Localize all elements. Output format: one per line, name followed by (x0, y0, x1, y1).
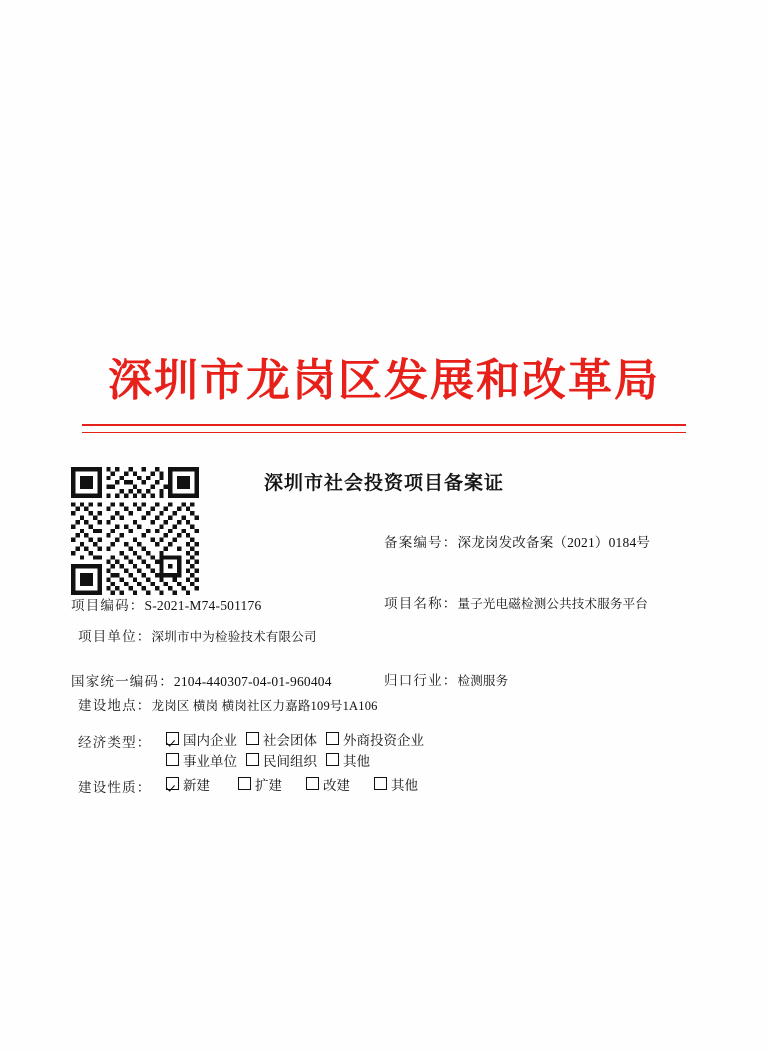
issuing-authority-title: 深圳市龙岗区发展和改革局 (108, 355, 660, 406)
project-name-label: 项目名称： (384, 596, 458, 611)
checkbox-box-icon[interactable] (326, 753, 339, 766)
checkbox-label: 民间组织 (263, 753, 317, 769)
checkbox-nature-expansion[interactable] (238, 774, 306, 794)
checkbox-box-icon[interactable] (246, 753, 259, 766)
checkbox-label: 改建 (323, 777, 350, 793)
project-unit-label: 项目单位： (78, 629, 152, 644)
address-row (78, 694, 378, 714)
checkbox-label: 事业单位 (183, 753, 237, 769)
checkbox-economy-other[interactable] (326, 750, 418, 770)
address-label: 建设地点： (78, 698, 152, 713)
certificate-title: 深圳市社会投资项目备案证 (263, 473, 504, 494)
checkbox-box-icon[interactable] (306, 777, 319, 790)
checkbox-box-icon[interactable] (238, 777, 251, 790)
checkbox-box-icon[interactable] (246, 732, 259, 745)
address-value: 龙岗区 横岗 横岗社区力嘉路109号1A106 (151, 699, 378, 713)
construction-nature-label: 建设性质： (78, 780, 152, 795)
checkbox-label: 国内企业 (183, 732, 237, 748)
checkbox-label: 社会团体 (263, 732, 317, 748)
checkbox-label: 扩建 (255, 777, 282, 793)
industry-value: 检测服务 (457, 674, 509, 688)
checkbox-economy-ngo[interactable] (246, 750, 326, 770)
record-number-label: 备案编号： (384, 535, 458, 550)
project-unit-row (78, 625, 317, 645)
checkbox-economy-public-institution[interactable] (166, 750, 246, 770)
project-code-row (71, 594, 261, 614)
checkbox-box-icon[interactable] (166, 753, 179, 766)
project-name-value: 量子光电磁检测公共技术服务平台 (457, 597, 649, 611)
record-number-row (384, 531, 650, 551)
checkbox-nature-other[interactable] (374, 774, 418, 794)
checkbox-label: 新建 (183, 777, 210, 793)
project-unit-value: 深圳市中为检验技术有限公司 (151, 630, 317, 644)
checkbox-box-icon[interactable] (374, 777, 387, 790)
project-code-value: S-2021-M74-501176 (144, 598, 262, 613)
checkbox-nature-new[interactable] (166, 774, 238, 794)
economy-type-row (78, 731, 152, 751)
construction-nature-options (166, 773, 418, 794)
national-id-row (71, 670, 332, 690)
economy-type-label: 经济类型： (78, 735, 152, 750)
record-number-value: 深龙岗发改备案（2021）0184号 (457, 535, 651, 550)
checkbox-box-icon[interactable] (326, 732, 339, 745)
divider-thin (82, 432, 686, 433)
economy-type-options (166, 728, 424, 770)
checkbox-economy-social-group[interactable] (246, 729, 326, 749)
checkbox-box-icon[interactable] (166, 777, 179, 790)
checkbox-economy-foreign-investment[interactable] (326, 729, 424, 749)
checkbox-label: 其他 (391, 777, 418, 793)
checkbox-label: 外商投资企业 (343, 732, 424, 748)
checkbox-box-icon[interactable] (166, 732, 179, 745)
project-code-label: 项目编码： (71, 598, 145, 613)
checkbox-label: 其他 (343, 753, 370, 769)
national-id-value: 2104-440307-04-01-960404 (173, 674, 332, 689)
project-name-row (384, 592, 648, 612)
checkbox-nature-renovation[interactable] (306, 774, 374, 794)
qr-code-icon (71, 467, 199, 595)
national-id-label: 国家统一编码： (71, 674, 174, 689)
industry-row (384, 669, 508, 689)
construction-nature-row (78, 776, 152, 796)
industry-label: 归口行业： (384, 673, 458, 688)
divider-thick (82, 424, 686, 426)
checkbox-economy-domestic-enterprise[interactable] (166, 729, 246, 749)
